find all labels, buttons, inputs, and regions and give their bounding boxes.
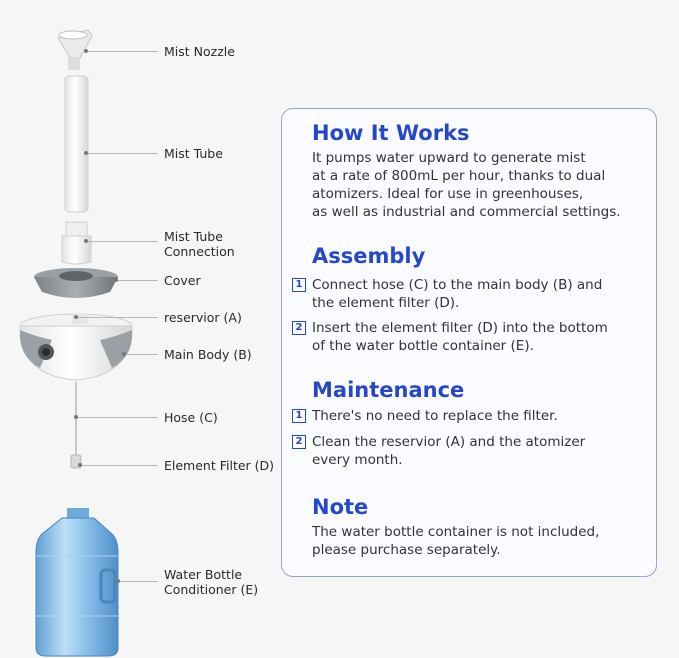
mist-tube-drawing [65, 76, 88, 212]
text-line: every month. [312, 452, 403, 468]
leader-dot [114, 278, 118, 282]
leader-line [88, 51, 158, 52]
leader-line [120, 581, 158, 582]
text-line: Insert the element filter (D) into the bottom [312, 320, 608, 336]
leader-dot [122, 352, 126, 356]
text-line: at a rate of 800mL per hour, thanks to dual [312, 168, 606, 184]
step-text [312, 407, 652, 425]
leader-line [88, 153, 158, 154]
cover-drawing [34, 268, 118, 298]
label-mist-nozzle: Mist Nozzle [164, 44, 235, 59]
label-cover: Cover [164, 273, 201, 288]
step-text [312, 276, 652, 312]
step-number: 2 [292, 321, 306, 335]
step-number: 1 [292, 409, 306, 423]
leader-dot [84, 239, 88, 243]
label-reservior: reservior (A) [164, 310, 242, 325]
text-line: Clean the reservior (A) and the atomizer [312, 434, 586, 450]
how-it-works-text [312, 149, 652, 221]
mist-tube-connection-drawing [62, 222, 91, 264]
label-line: Conditioner (E) [164, 582, 259, 597]
label-hose: Hose (C) [164, 410, 218, 425]
leader-line [88, 241, 158, 242]
leader-dot [84, 151, 88, 155]
step-text [312, 433, 652, 469]
text-line: It pumps water upward to generate mist [312, 150, 586, 166]
water-bottle-drawing [36, 508, 118, 656]
how-it-works-title: How It Works [312, 121, 470, 145]
leader-dot [74, 415, 78, 419]
text-line: please purchase separately. [312, 542, 501, 558]
step-number: 1 [292, 278, 306, 292]
text-line: as well as industrial and commercial settings. [312, 204, 621, 220]
label-line: Connection [164, 244, 235, 259]
leader-line [126, 354, 158, 355]
note-title: Note [312, 495, 369, 519]
leader-line [118, 280, 158, 281]
maintenance-title: Maintenance [312, 378, 465, 402]
label-line: Water Bottle [164, 567, 243, 582]
leader-dot [84, 49, 88, 53]
assembly-title: Assembly [312, 244, 426, 268]
text-line: There's no need to replace the filter. [312, 408, 558, 424]
text-line: atomizers. Ideal for use in greenhouses, [312, 186, 584, 202]
label-water-bottle [164, 567, 258, 597]
leader-line [78, 317, 158, 318]
label-line: Mist Tube [164, 229, 223, 244]
label-mist-tube-connection [164, 229, 235, 259]
leader-dot [78, 463, 82, 467]
leader-line [78, 417, 158, 418]
text-line: Connect hose (C) to the main body (B) and [312, 277, 603, 293]
text-line: of the water bottle container (E). [312, 338, 534, 354]
text-line: The water bottle container is not included, [312, 524, 600, 540]
label-element-filter: Element Filter (D) [164, 458, 275, 473]
leader-dot [74, 315, 78, 319]
leader-line [82, 465, 158, 466]
note-text [312, 523, 652, 559]
step-text [312, 319, 652, 355]
info-card [281, 108, 657, 577]
text-line: the element filter (D). [312, 295, 460, 311]
leader-dot [116, 579, 120, 583]
label-main-body: Main Body (B) [164, 347, 252, 362]
label-mist-tube: Mist Tube [164, 146, 223, 161]
step-number: 2 [292, 435, 306, 449]
main-body-drawing [20, 314, 132, 380]
